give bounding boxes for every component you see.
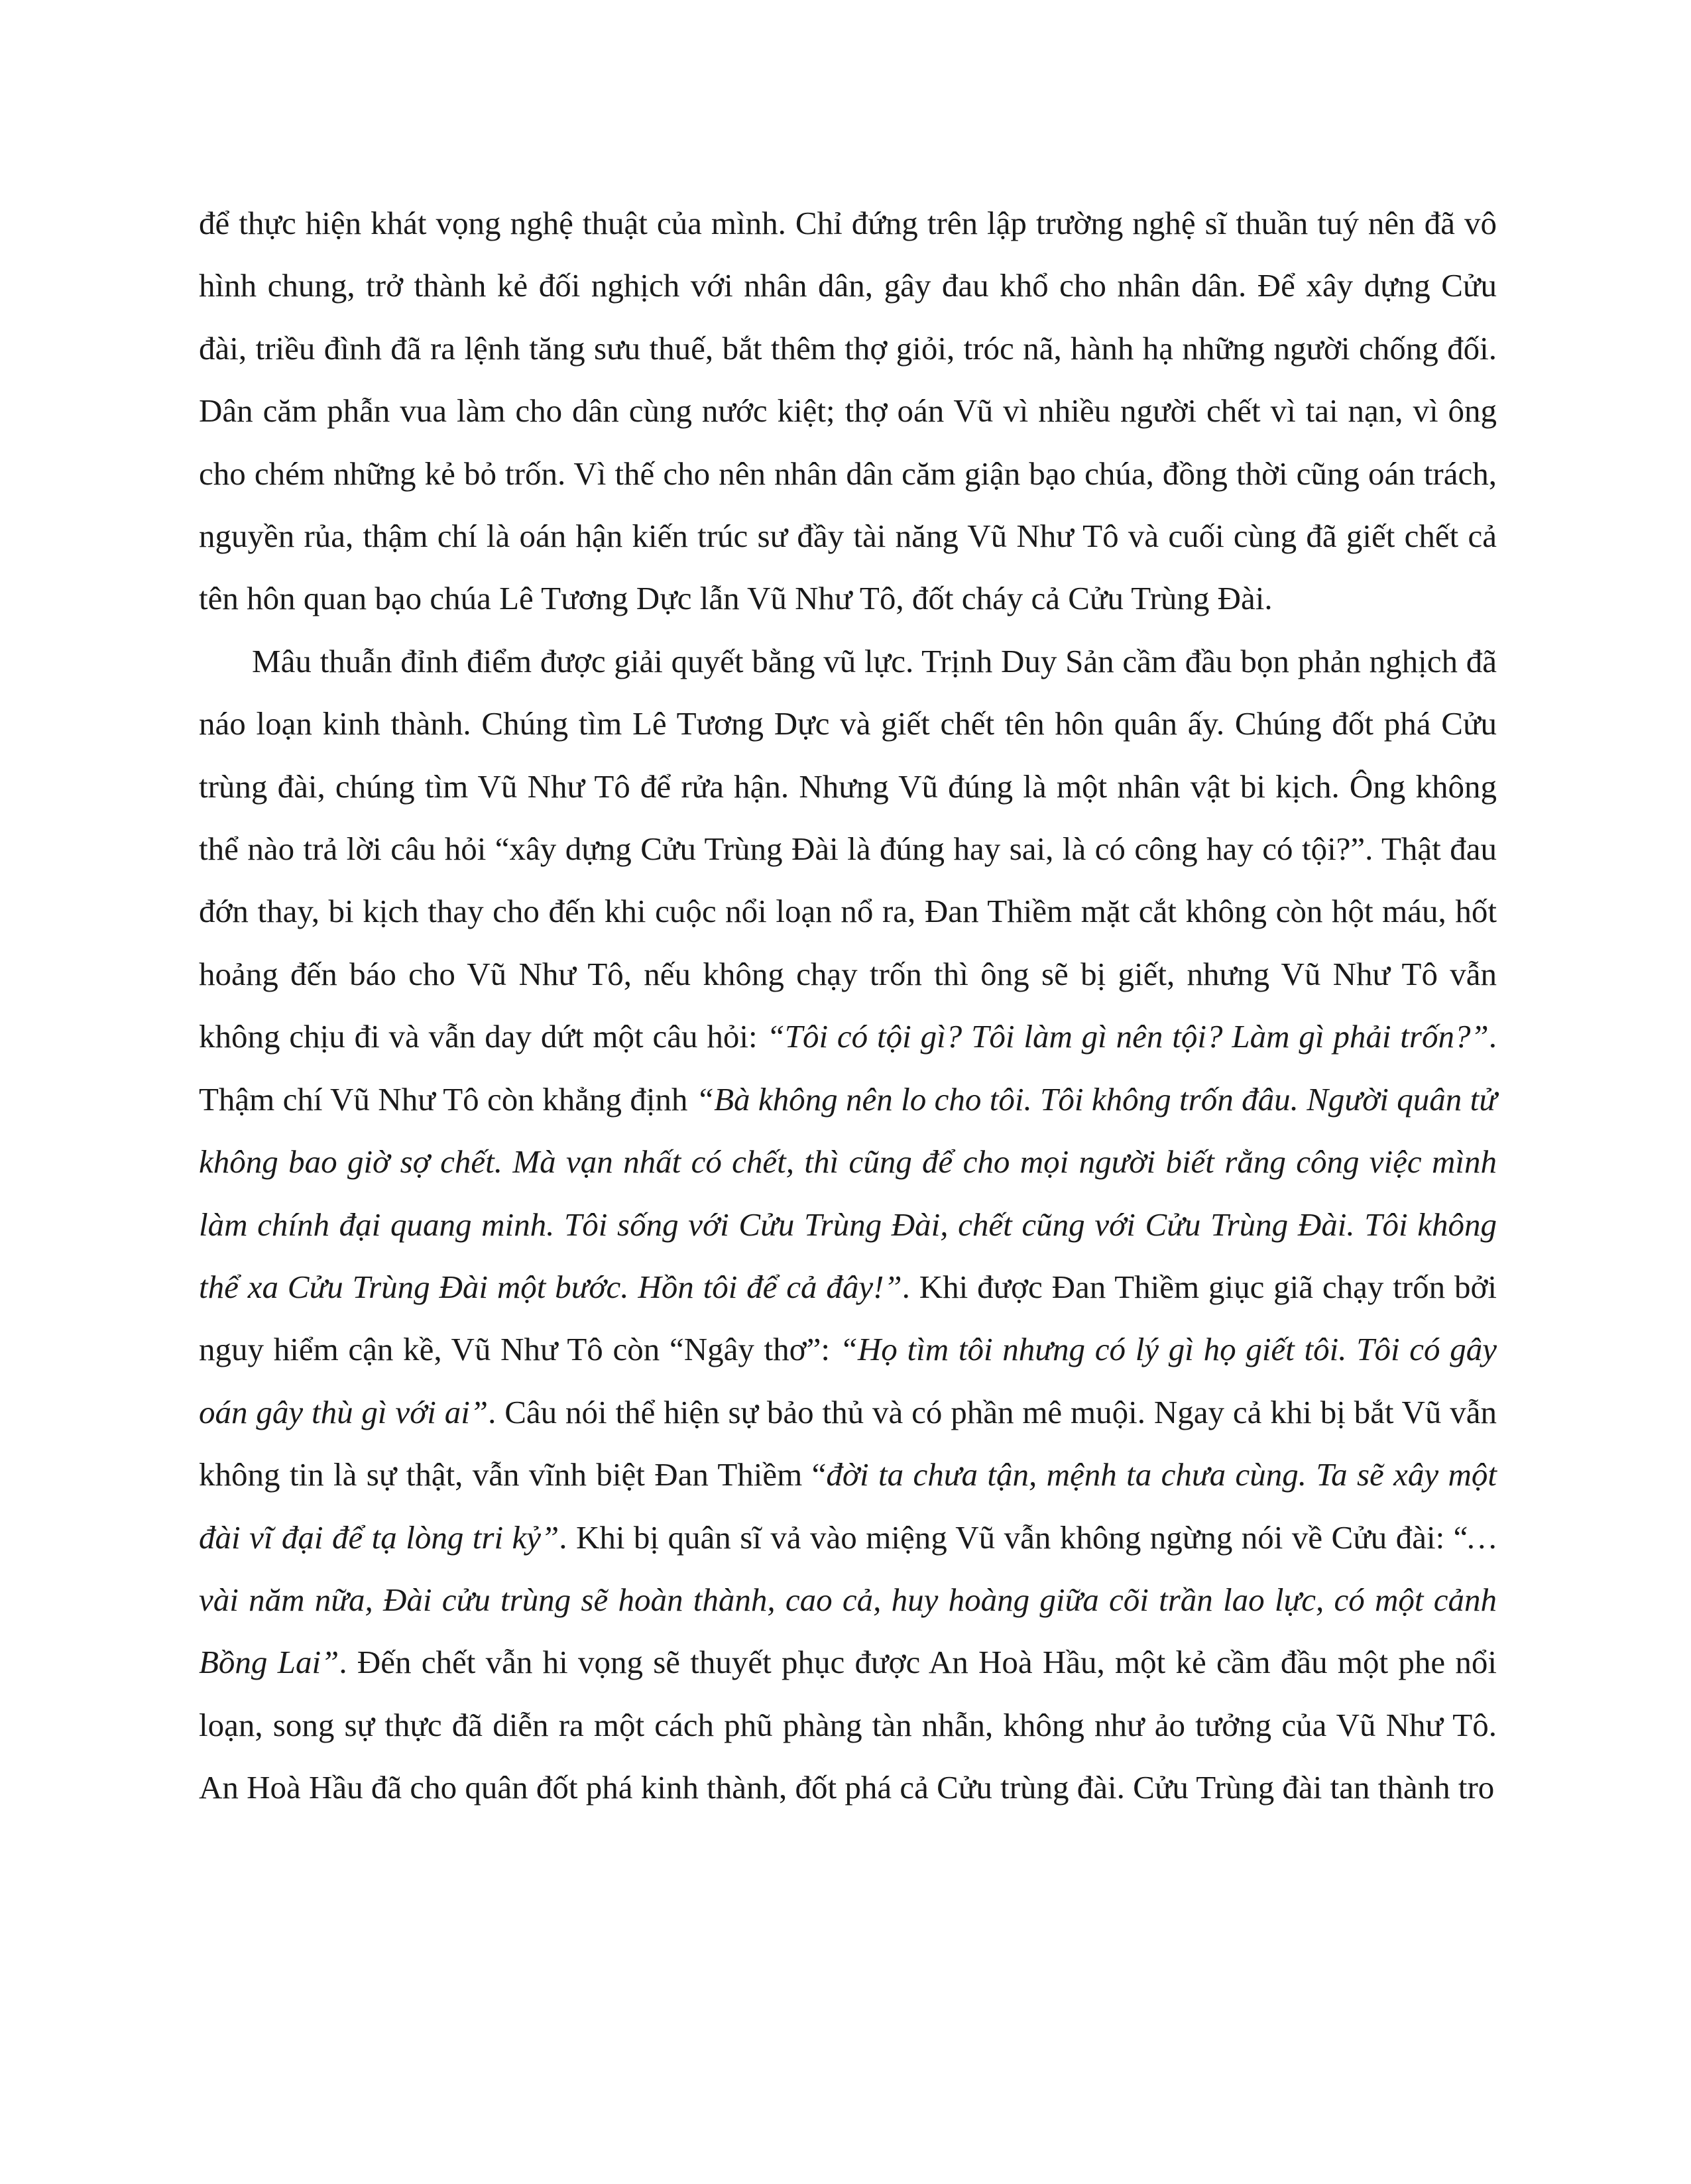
quote-vai-nam-nua: …vài năm nữa, Đài cửu trùng sẽ hoàn thành, cao cả, huy hoàng giữa cõi trần lao lực, có một cảnh Bồng Lai”	[199, 1519, 1497, 1681]
quote-doi-ta-chua-tan: đời ta chưa tận, mệnh ta chưa cùng. Ta sẽ xây một đài vĩ đại để tạ lòng tri kỷ”	[199, 1456, 1497, 1556]
paragraph-1	[199, 192, 1497, 630]
body-text	[199, 192, 1497, 1819]
paragraph-1-text: để thực hiện khát vọng nghệ thuật của mình. Chỉ đứng trên lập trường nghệ sĩ thuần tuý nên đã vô hình chung, trở thành kẻ đối nghịch với nhân dân, gây đau khổ cho nhân dân. Để xây dựng Cửu đài, triều đình đã ra lệnh tăng sưu thuế, bắt thêm thợ giỏi, tróc nã, hành hạ những người chống đối. Dân căm phẫn vua làm cho dân cùng nước kiệt; thợ oán Vũ vì nhiều người chết vì tai nạn, vì ông cho chém những kẻ bỏ trốn. Vì thế cho nên nhân dân căm giận bạo chúa, đồng thời cũng oán trách, nguyền rủa, thậm chí là oán hận kiến trúc sư đầy tài năng Vũ Như Tô và cuối cùng đã giết chết cả tên hôn quan bạo chúa Lê Tương Dực lẫn Vũ Như Tô, đốt cháy cả Cửu Trùng Đài.	[199, 205, 1497, 617]
paragraph-2-segment-11: . Đến chết vẫn hi vọng sẽ thuyết phục được An Hoà Hầu, một kẻ cầm đầu một phe nổi loạn, song sự thực đã diễn ra một cách phũ phàng tàn nhẫn, không như ảo tưởng của Vũ Như Tô. An Hoà Hầu đã cho quân đốt phá kinh thành, đốt phá cả Cửu trùng đài. Cửu Trùng đài tan thành tro	[199, 1644, 1497, 1806]
quote-ho-tim-toi: “Họ tìm tôi nhưng có lý gì họ giết tôi. Tôi có gây oán gây thù gì với ai”	[199, 1331, 1497, 1430]
paragraph-2	[199, 630, 1497, 1819]
paragraph-2-segment-7: . Câu nói thể hiện sự bảo thủ và có phần mê muội. Ngay cả khi bị bắt Vũ vẫn không tin là sự thật, vẫn vĩnh biệt Đan Thiềm “	[199, 1393, 1497, 1493]
quote-ba-khong-nen-lo: “Bà không nên lo cho tôi. Tôi không trốn đâu. Người quân tử không bao giờ sợ chết. Mà vạn nhất có chết, thì cũng để cho mọi người biết rằng công việc mình làm chính đại quang minh. Tôi sống với Cửu Trùng Đài, chết cũng với Cửu Trùng Đài. Tôi không thể xa Cửu Trùng Đài một bước. Hồn tôi để cả đây!”	[199, 1080, 1497, 1305]
paragraph-2-segment-5: . Khi được Đan Thiềm giục giã chạy trốn bởi nguy hiểm cận kề, Vũ Như Tô còn “Ngây thơ”:	[199, 1268, 1497, 1368]
paragraph-2-segment-1: Mâu thuẫn đỉnh điểm được giải quyết bằng vũ lực. Trịnh Duy Sản cầm đầu bọn phản nghịch đã náo loạn kinh thành. Chúng tìm Lê Tương Dực và giết chết tên hôn quân ấy. Chúng đốt phá Cửu trùng đài, chúng tìm Vũ Như Tô để rửa hận. Nhưng Vũ đúng là một nhân vật bi kịch. Ông không thể nào trả lời câu hỏi “xây dựng Cửu Trùng Đài là đúng hay sai, là có công hay có tội?”. Thật đau đớn thay, bi kịch thay cho đến khi cuộc nổi loạn nổ ra, Đan Thiềm mặt cắt không còn hột máu, hốt hoảng đến báo cho Vũ Như Tô, nếu không chạy trốn thì ông sẽ bị giết, nhưng Vũ Như Tô vẫn không chịu đi và vẫn day dứt một câu hỏi:	[199, 642, 1497, 1055]
quote-toi-co-toi-gi: “Tôi có tội gì? Tôi làm gì nên tội? Làm gì phải trốn?”	[766, 1018, 1489, 1055]
paragraph-2-segment-3: . Thậm chí Vũ Như Tô còn khẳng định	[199, 1018, 1497, 1118]
paragraph-2-segment-9: . Khi bị quân sĩ vả vào miệng Vũ vẫn không ngừng nói về Cửu đài: “	[559, 1519, 1468, 1556]
